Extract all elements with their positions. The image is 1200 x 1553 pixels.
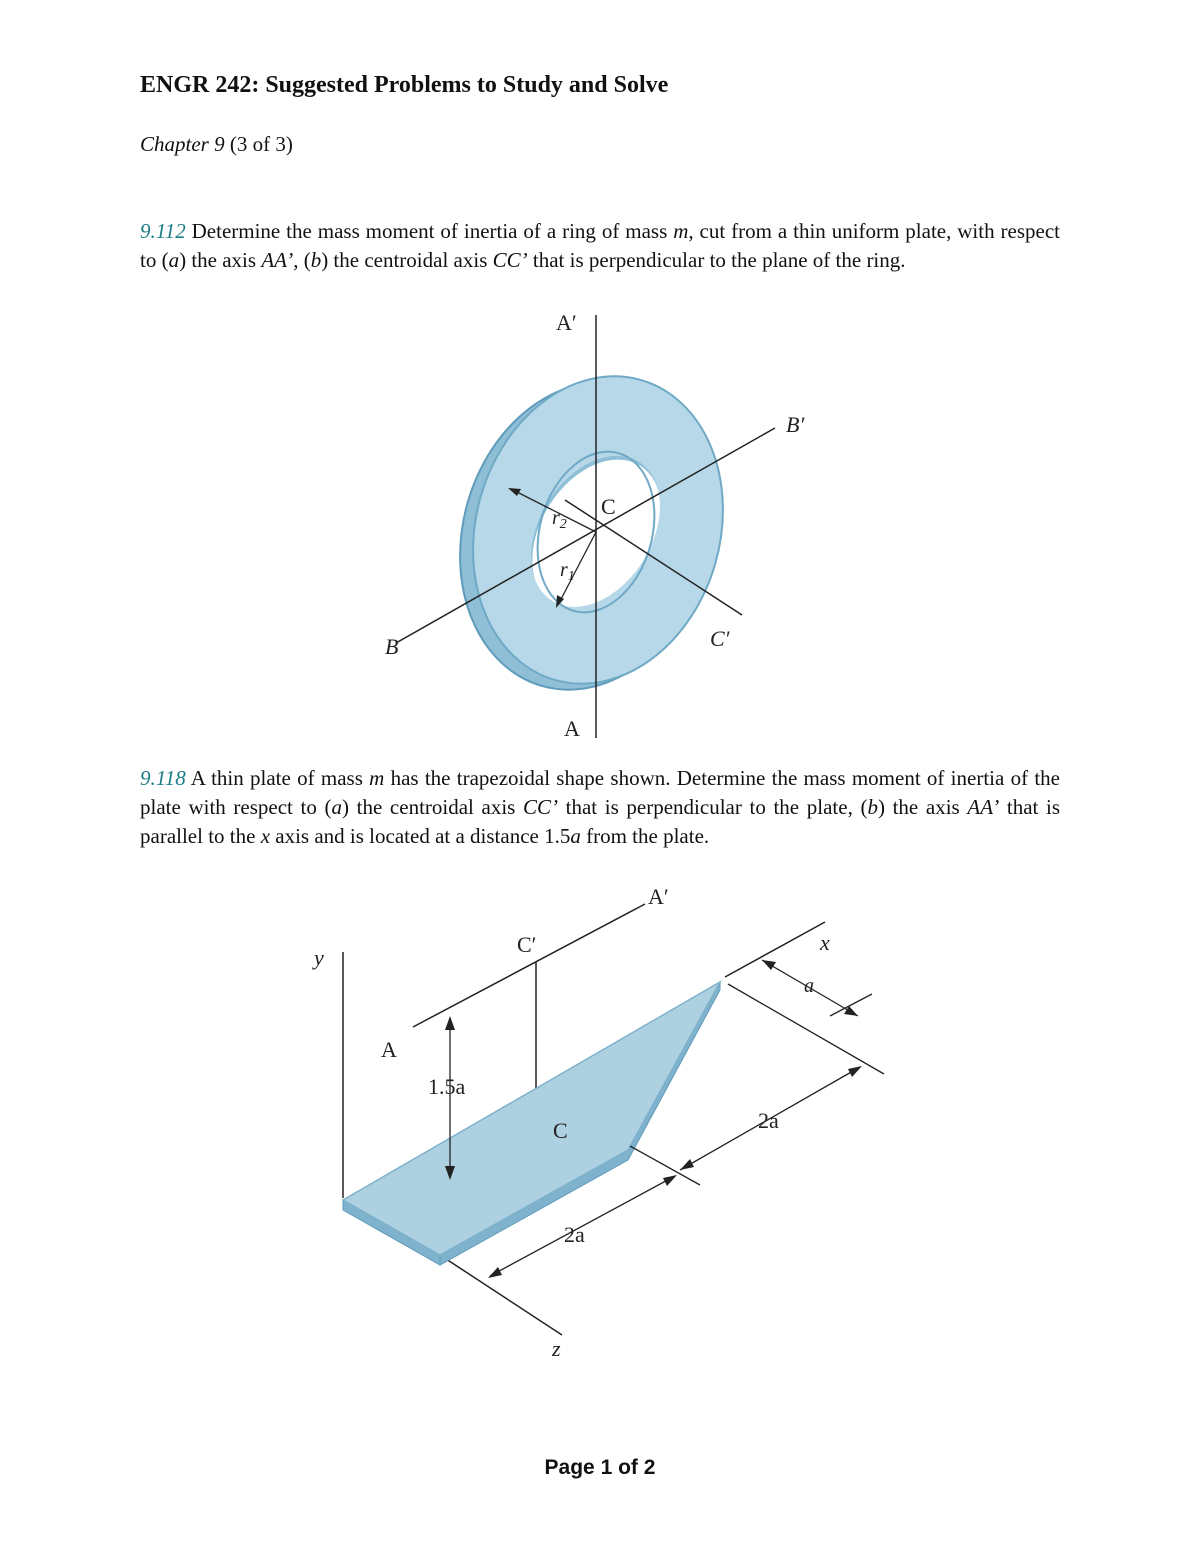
option-letter: a bbox=[331, 795, 342, 819]
label-c: C bbox=[553, 1118, 568, 1143]
arrowhead bbox=[663, 1175, 677, 1186]
problem-text: Determine the mass moment of inertia of a ring of mass bbox=[185, 219, 674, 243]
variable: a bbox=[570, 824, 581, 848]
label-dim-2a-bottom: 2a bbox=[564, 1222, 585, 1247]
problem-text: ) the centroidal axis bbox=[342, 795, 523, 819]
label-a-prime: A′ bbox=[648, 884, 669, 909]
option-letter: b bbox=[867, 795, 878, 819]
problem-text: axis and is located at a distance 1.5 bbox=[270, 824, 571, 848]
label-z: z bbox=[552, 1336, 561, 1361]
x-axis bbox=[725, 922, 825, 977]
chapter-part: (3 of 3) bbox=[224, 132, 293, 156]
problem-text: ) the centroidal axis bbox=[321, 248, 493, 272]
label-x: x bbox=[820, 930, 830, 955]
problem-text: that is perpendicular to the plane of the ring. bbox=[527, 248, 906, 272]
problem-text: that is perpendicular to the plate, ( bbox=[558, 795, 868, 819]
problem-text: A thin plate of mass bbox=[185, 766, 370, 790]
variable: m bbox=[369, 766, 385, 790]
label-c: C bbox=[601, 494, 616, 519]
chapter-label: Chapter 9 bbox=[140, 132, 225, 156]
variable: m bbox=[673, 219, 689, 243]
label-dim-a: a bbox=[804, 975, 814, 997]
problem-text: ) the axis bbox=[179, 248, 262, 272]
problem-text: , ( bbox=[293, 248, 311, 272]
label-r1: $r_1$ bbox=[560, 559, 575, 584]
label-y: y bbox=[314, 945, 324, 970]
extension-line bbox=[728, 984, 884, 1074]
problem-number: 9.112 bbox=[140, 219, 186, 243]
option-letter: a bbox=[168, 248, 180, 272]
page-number: Page 1 of 2 bbox=[544, 1456, 656, 1479]
arrowhead bbox=[762, 960, 776, 970]
variable: x bbox=[260, 824, 271, 848]
problem-number: 9.118 bbox=[140, 766, 186, 790]
axis-aa bbox=[413, 904, 645, 1027]
problem-text: ) the axis bbox=[877, 795, 968, 819]
axis-name: CC’ bbox=[492, 248, 528, 272]
problem-text: has the trapezoidal shape shown. Determine the mass moment of inertia of the plate with respect to ( bbox=[140, 766, 1061, 819]
label-r2: $r_2$ bbox=[552, 507, 567, 532]
trapezoid-plate bbox=[343, 982, 720, 1265]
label-dim-2a-right: 2a bbox=[758, 1108, 779, 1133]
label-b: B bbox=[385, 634, 399, 659]
arrowhead bbox=[680, 1159, 694, 1170]
label-c-prime: C′ bbox=[710, 626, 730, 651]
problem-text: , cut from a thin uniform plate, with respect to ( bbox=[140, 219, 1060, 272]
problem-text: that is parallel to the bbox=[140, 795, 1061, 848]
label-dim-15a: 1.5a bbox=[428, 1074, 466, 1099]
label-a-prime: A′ bbox=[556, 310, 577, 335]
arrowhead bbox=[488, 1267, 502, 1278]
axis-name: CC’ bbox=[523, 795, 559, 819]
label-a: A bbox=[381, 1037, 397, 1062]
option-letter: b bbox=[310, 248, 322, 272]
arrowhead bbox=[445, 1016, 455, 1030]
arrowhead bbox=[848, 1066, 862, 1077]
label-a: A bbox=[564, 716, 580, 741]
axis-name: AA’ bbox=[967, 795, 1000, 819]
axis-name: AA’ bbox=[261, 248, 294, 272]
problem-text: from the plate. bbox=[580, 824, 710, 848]
z-axis bbox=[440, 1255, 562, 1335]
label-c-prime: C′ bbox=[517, 932, 537, 957]
page-title: ENGR 242: Suggested Problems to Study and Solve bbox=[140, 72, 669, 98]
label-b-prime: B′ bbox=[786, 412, 805, 437]
